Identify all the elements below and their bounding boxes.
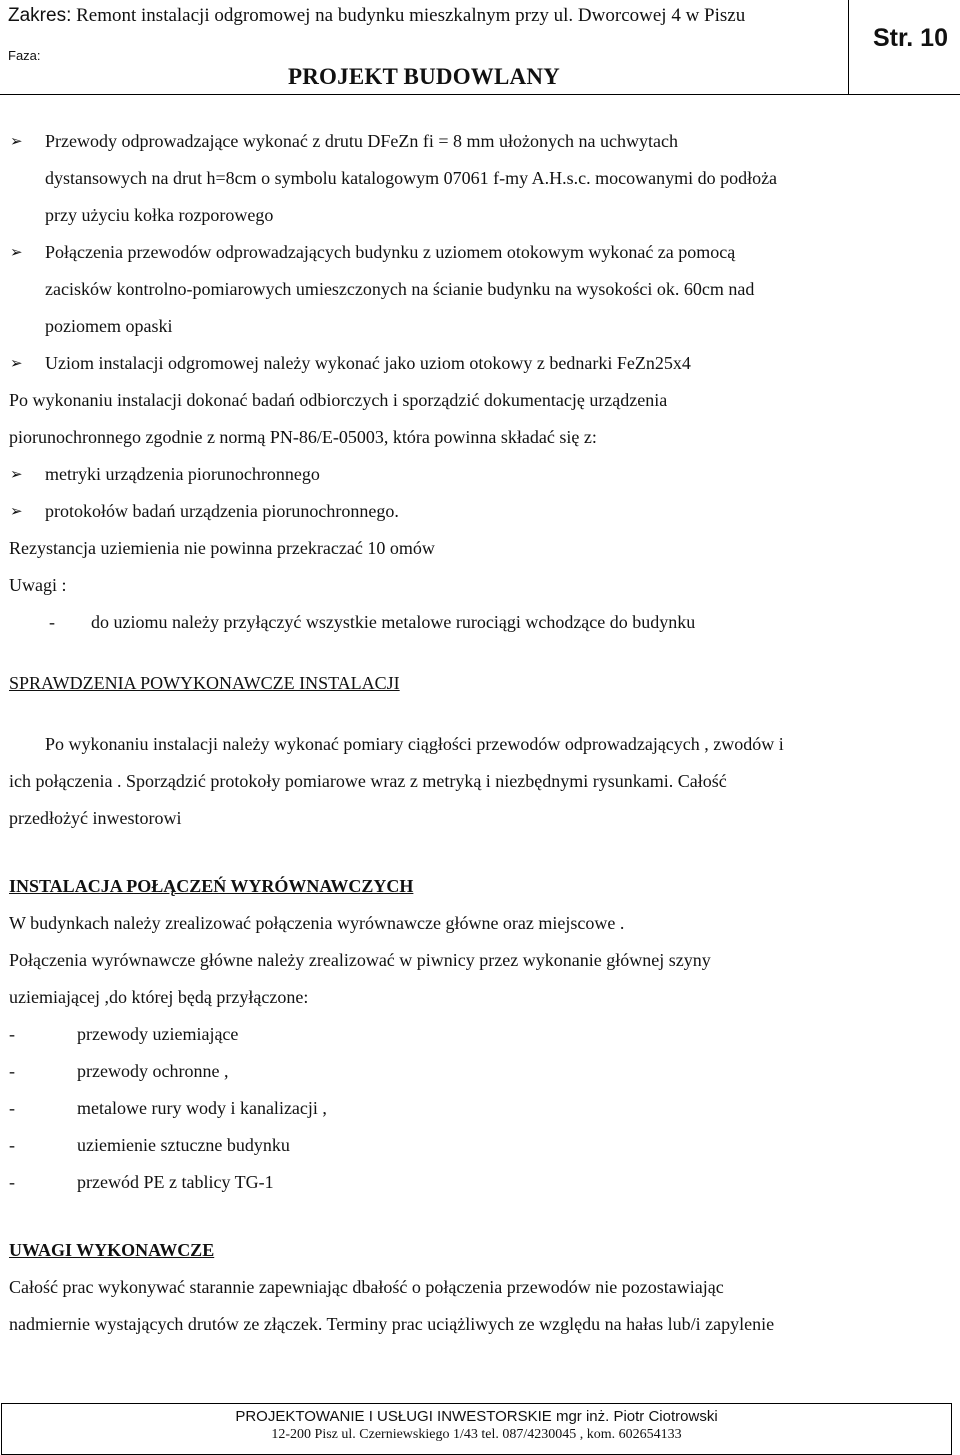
list-dash: -	[9, 1098, 15, 1118]
scope-line	[8, 5, 745, 27]
page-number-box	[849, 0, 960, 95]
paragraph-line: W budynkach należy zrealizować połączenia wyrównawcze główne oraz miejscowe .	[9, 913, 625, 933]
paragraph-line: Uziom instalacji odgromowej należy wykonać jako uziom otokowy z bednarki FeZn25x4	[45, 353, 691, 373]
paragraph-line: Przewody odprowadzające wykonać z drutu DFeZn fi = 8 mm ułożonych na uchwytach	[45, 131, 678, 151]
footer-company: PROJEKTOWANIE I USŁUGI INWESTORSKIE mgr inż. Piotr Ciotrowski	[235, 1408, 718, 1425]
list-item	[9, 1090, 949, 1127]
list-dash: -	[9, 1135, 15, 1155]
bullet-item	[9, 493, 949, 530]
section-heading: UWAGI WYKONAWCZE	[9, 1240, 215, 1260]
list-dash: -	[49, 612, 55, 632]
paragraph-line: Rezystancja uziemienia nie powinna przekraczać 10 omów	[9, 538, 435, 558]
list-item	[9, 1127, 949, 1164]
phase-label: Faza:	[8, 48, 41, 63]
paragraph-line: Uwagi :	[9, 575, 67, 595]
list-dash: -	[9, 1172, 15, 1192]
paragraph-line: zacisków kontrolno-pomiarowych umieszczonych na ścianie budynku na wysokości ok. 60cm nad	[45, 279, 755, 299]
paragraph-line: nadmiernie wystających drutów ze złączek. Terminy prac uciążliwych ze względu na hałas lub/i zapylenie	[9, 1314, 775, 1334]
bullet-item	[9, 123, 949, 160]
page-footer	[1, 1403, 952, 1455]
paragraph-line: przy użyciu kołka rozporowego	[45, 205, 274, 225]
list-item	[9, 1164, 949, 1201]
header-info-box	[0, 0, 849, 95]
list-dash: -	[9, 1061, 15, 1081]
list-text: przewód PE z tablicy TG-1	[77, 1172, 274, 1192]
section-heading: INSTALACJA POŁĄCZEŃ WYRÓWNAWCZYCH	[9, 876, 414, 896]
paragraph-line: dystansowych na drut h=8cm o symbolu katalogowym 07061 f-my A.H.s.c. mocowanymi do podłoża	[45, 168, 778, 188]
paragraph-line: Całość prac wykonywać starannie zapewniając dbałość o połączenia przewodów nie pozostawiając	[9, 1277, 724, 1297]
scope-label: Zakres:	[8, 5, 72, 26]
paragraph-line: metryki urządzenia piorunochronnego	[45, 464, 320, 484]
paragraph-line: przedłożyć inwestorowi	[9, 808, 182, 828]
project-title: PROJEKT BUDOWLANY	[288, 64, 560, 89]
list-text: uziemienie sztuczne budynku	[77, 1135, 290, 1155]
bullet-item	[9, 234, 949, 271]
paragraph-line: uziemiającej ,do której będą przyłączone:	[9, 987, 309, 1007]
list-text: przewody ochronne ,	[77, 1061, 229, 1081]
bullet-item	[9, 345, 949, 382]
page-header	[0, 0, 960, 96]
page-number: Str. 10	[872, 24, 948, 52]
paragraph-line: Połączenia wyrównawcze główne należy zrealizować w piwnicy przez wykonanie głównej szyny	[9, 950, 711, 970]
list-dash: -	[9, 1024, 15, 1044]
list-item	[9, 1053, 949, 1090]
list-text: do uziomu należy przyłączyć wszystkie metalowe rurociągi wchodzące do budynku	[91, 612, 696, 632]
paragraph-line: ich połączenia . Sporządzić protokoły pomiarowe wraz z metryką i niezbędnymi rysunkami. Całość	[9, 771, 727, 791]
paragraph-line: protokołów badań urządzenia piorunochronnego.	[45, 501, 399, 521]
footer-address: 12-200 Pisz ul. Czerniewskiego 1/43 tel. 087/4230045 , kom. 602654133	[271, 1427, 682, 1442]
list-item	[9, 604, 949, 641]
list-text: przewody uziemiające	[77, 1024, 239, 1044]
paragraph-line: Połączenia przewodów odprowadzających budynku z uziomem otokowym wykonać za pomocą	[45, 242, 736, 262]
paragraph-line: Po wykonaniu instalacji należy wykonać pomiary ciągłości przewodów odprowadzających , zwodów i	[45, 734, 784, 754]
section-heading: SPRAWDZENIA POWYKONAWCZE INSTALACJI	[9, 673, 400, 693]
scope-text: Remont instalacji odgromowej na budynku mieszkalnym przy ul. Dworcowej 4 w Piszu	[76, 5, 746, 26]
paragraph-line: piorunochronnego zgodnie z normą PN-86/E-05003, która powinna składać się z:	[9, 427, 597, 447]
list-item	[9, 1016, 949, 1053]
paragraph-line: poziomem opaski	[45, 316, 173, 336]
list-text: metalowe rury wody i kanalizacji ,	[77, 1098, 327, 1118]
paragraph-line: Po wykonaniu instalacji dokonać badań odbiorczych i sporządzić dokumentację urządzenia	[9, 390, 668, 410]
bullet-item	[9, 456, 949, 493]
document-body	[9, 123, 949, 1343]
